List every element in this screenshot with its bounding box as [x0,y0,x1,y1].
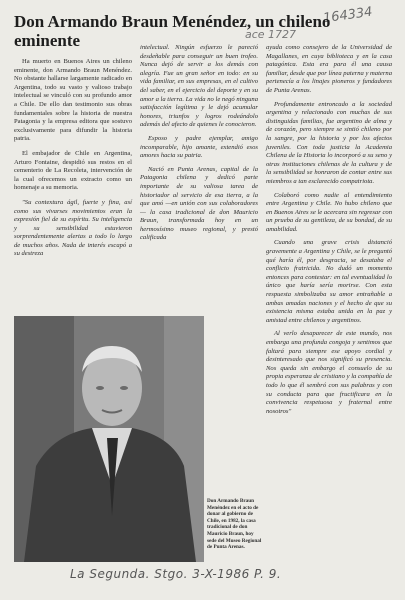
paragraph: El embajador de Chile en Argentina, Arturo Fontaine, despidió sus restos en el cementerio de La Recoleta, intervención de la cual ofrecemos un extracto como un homenaje a su memoria. [14,149,132,192]
paragraph: "Su contextura ágil, fuerte y fina, así como sus vivarses movimientos eran la expresión fiel de su espíritu. Su inteligencia y su sensibilidad estuvieron sorprendentemente alertas a todo lo largo de muchos años. Nada de interés escapó a su destreza [14,198,132,258]
paragraph: intelectual. Ningún esfuerzo le pareció desdeñable para conseguir un buen trofeo. Nunca dejó de servir a los demás con alegría. Fue un gran señor en todo: en su vida familiar, en sus empresas, en el cultivo del saber, en el ejercicio del deporte y en su amor a la tierra. La vida no le negó ninguna satisfacción legítima y le dejó acumular honores, triunfos y logros rodeándolo además del afecto de quienes le conocieron. [140,44,258,129]
article-column-3 [266,44,392,421]
portrait-illustration [14,316,204,562]
paragraph: Colaboró como nadie al entendimiento entre Argentina y Chile. No hubo chileno que en Buenos Aires se le acercara sin regresar con un prueba de su gentileza, de su bondad, de su amabilidad. [266,191,392,233]
paragraph: Cuando una grave crisis distanció gravemente a Argentina y Chile, se le preguntó qué haría él, por desgracia, se desataba el conflicto fratricida. No dudó un momento entonces para contestar: en tal eventualidad lo único que haría sería morirse. Con esta respuesta simbolizaba su amor entrañable a ambas amadas naciones y el hecho de que su existencia misma estaba unida en la paz y amistad entre chilenos y argentinos. [266,239,392,324]
photo-caption: Don Armando Braun Menéndez en el acto de donar al gobierno de Chile, en 1982, la casa tradicional de don Mauricio Braun, hoy sede del Museo Regional de Punta Arenas. [207,498,262,551]
handwritten-annotation: ace 1727 [245,28,297,41]
article-column-1 [14,58,132,265]
paragraph: Al verlo desaparecer de este mundo, nos embarga una profunda congoja y sentimos que faltará para siempre ese apoyo cordial y desinteresado que nos significó su presencia. Nos queda sin embargo el consuelo de su propia esperanza de cristiano y la compañía de todo lo que él sembró con sus palabras y con su conducta para que fructificara en la convivencia respetuosa y fraternal entre nosotros" [266,330,392,415]
handwritten-archive-code: 164334 [322,4,374,27]
handwritten-source-note: La Segunda. Stgo. 3-X-1986 P. 9. [70,567,282,581]
paragraph: Esposo y padre ejemplar, amigo incomparable, hijo amante, extendió esos amores hacia su patria. [140,134,258,160]
paragraph: Profundamente entroncado a la sociedad argentina y relacionado con muchas de sus distinguidas familias, fue argentino de alma y de corazón, pero siempre se sintió chileno por la sangre, por la historia y por los afectos juveniles. Con toda justicia la Academia Chilena de la Historia lo incorporó a su seno y otras instituciones chilenas de la cultura y de la sensibilidad se honraron de contar entre sus miembros a tan esclarecido compatriota. [266,100,392,185]
article-column-2 [140,44,258,248]
headline: Don Armando Braun Menéndez, un chileno eminente [14,12,331,50]
portrait-photo [14,316,204,562]
paragraph: Nació en Punta Arenas, capital de la Patagonia chilena y dedicó parte importante de su valiosa tarea de historiador al servicio de esa tierra, a la que amó —en unión con sus colaboradores— la casa tradicional de don Mauricio Braun, transformada hoy en un hermosísimo museo regional, y prestó calificada [140,165,258,242]
paragraph: Ha muerto en Buenos Aires un chileno eminente, don Armando Braun Menéndez. No obstante hallarse largamente radicado en Argentina, todo su vasto y valioso trabajo intelectual se vinculó con su profundo amor a Chile. De ello dan testimonio sus obras fundamentales sobre la historia de nuestra Patagonia y la empresa editora que sostuvo exclusivamente para difundir la historia patria. [14,58,132,143]
paragraph: ayuda como consejero de la Universidad de Magallanes, en cuya biblioteca y en la casa patagónica. Esta era para él una causa familiar, desde que por línea paterna y materna pertenecía a los linajes pioneros y fundadores de Punta Arenas. [266,44,392,94]
